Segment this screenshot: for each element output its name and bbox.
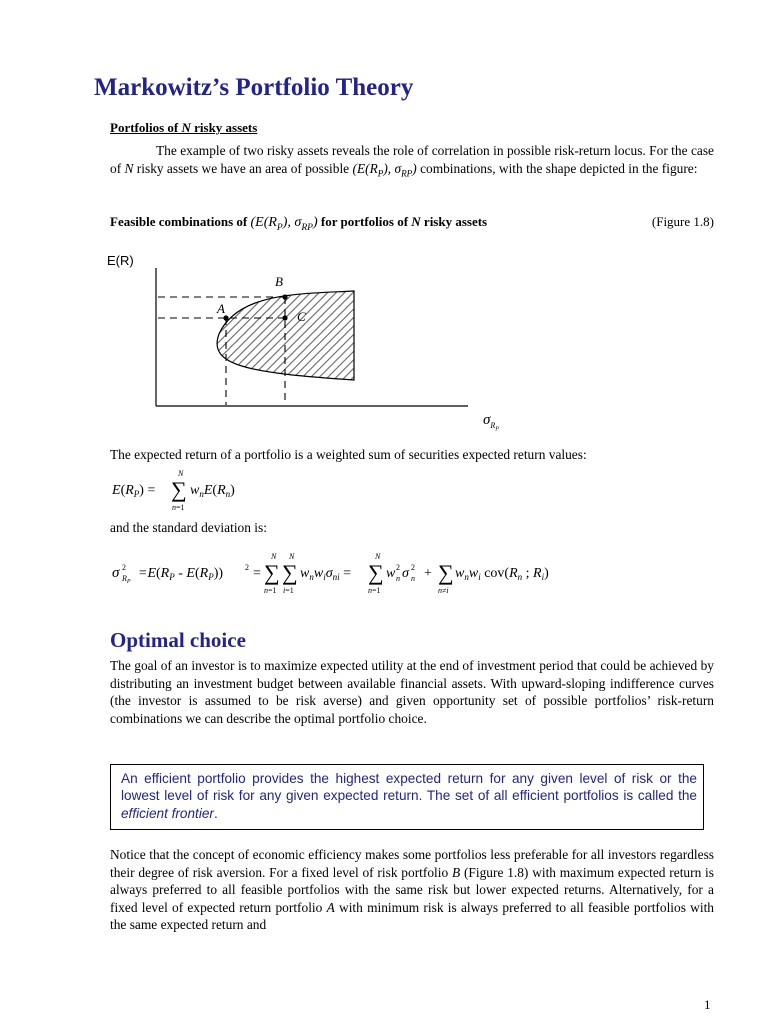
intro-text-b: risky assets we have an area of possible xyxy=(133,160,353,176)
variance-formula xyxy=(112,550,572,598)
expected-return-formula xyxy=(112,470,272,518)
expected-return-equation xyxy=(112,470,272,523)
heading-variable: N xyxy=(181,120,191,135)
svg-text:=E(RP - E(RP)): $=E(R_P - E(R_P))$ xyxy=(138,566,224,582)
caption-end: risky assets xyxy=(420,214,488,229)
svg-text:n=1: n=1 xyxy=(368,586,381,595)
optimal-choice-paragraph: The goal of an investor is to maximize expected utility at the end of investment period that could be achieved by distributing an investment budget between available financial assets. With upward-sloping indifference curves (the investor is assumed to be risk averse) and given opportunity set of possible portfolios’ risk-return combinations we can describe the optimal portfolio choice. xyxy=(110,658,714,726)
efficient-frontier-term: efficient frontier xyxy=(121,805,214,821)
intro-variable: N xyxy=(124,160,134,176)
caption-prefix: Feasible combinations of xyxy=(110,214,251,229)
svg-text:+: + xyxy=(424,566,432,581)
svg-text:∑: ∑ xyxy=(368,560,384,585)
point-c-label: C xyxy=(297,309,306,324)
x-axis-label: $\sigma_{R_P}$ xyxy=(483,412,499,433)
y-axis-label: E(R) xyxy=(107,253,134,268)
intro-text-a: The example of two risky assets reveals the role of correlation in possible risk-return locus. For the case of xyxy=(110,143,714,176)
variance-equation xyxy=(112,550,572,603)
point-b-label: B xyxy=(275,274,283,289)
caption-formula: ($E(R_P)$, $\sigma_{RP}$) xyxy=(250,215,318,233)
svg-text:2: 2 xyxy=(245,563,249,572)
svg-text:w: w xyxy=(386,566,396,581)
svg-text:wnwiσni =: $w_nw_i\sigma_{ni}$ = xyxy=(300,566,352,582)
svg-text:n=1: n=1 xyxy=(172,503,185,512)
point-a-label: A xyxy=(217,301,225,316)
svg-text:2: 2 xyxy=(411,563,415,572)
section-heading-optimal-choice: Optimal choice xyxy=(110,628,246,652)
svg-text:∑: ∑ xyxy=(438,560,454,585)
svg-text:2: 2 xyxy=(396,563,400,572)
portfolio-b-ref: B xyxy=(451,864,461,880)
svg-text:N: N xyxy=(289,552,295,561)
intro-formula: ($E(R_P)$, $\sigma_{RP}$) xyxy=(352,160,421,179)
point-c-marker xyxy=(282,315,287,320)
svg-text:∑: ∑ xyxy=(171,477,187,502)
svg-text:N: N xyxy=(271,552,277,561)
caption-variable: N xyxy=(411,214,421,229)
feasible-set-diagram xyxy=(0,0,768,440)
std-dev-text: and the standard deviation is: xyxy=(110,520,267,535)
svg-text:2: 2 xyxy=(122,563,126,572)
svg-text:n=1: n=1 xyxy=(264,586,277,595)
svg-text:wnE(Rn): $w_nE(R_n)$ xyxy=(190,483,235,499)
svg-text:∑: ∑ xyxy=(282,560,298,585)
portfolio-a-ref: A xyxy=(326,899,335,915)
svg-text:i=1: i=1 xyxy=(283,586,294,595)
expected-return-text: The expected return of a portfolio is a weighted sum of securities expected return values: xyxy=(110,447,587,462)
heading-suffix: risky assets xyxy=(190,120,258,135)
intro-text-c: combinations, with the shape depicted in the figure: xyxy=(420,160,698,176)
svg-text:n≠i: n≠i xyxy=(438,586,449,595)
svg-text:E(RP) =: $E(R_P)$ = xyxy=(112,483,156,499)
page-number: 1 xyxy=(704,997,711,1012)
svg-text:N: N xyxy=(178,470,184,478)
svg-text:n: n xyxy=(396,574,400,583)
definition-text: An efficient portfolio provides the highest expected return for any given level of risk or the lowest level of risk for any given expected return. The set of all efficient portfolios is called the efficient frontier. xyxy=(121,771,697,821)
svg-text:=: = xyxy=(253,566,261,581)
page-title: Markowitz’s Portfolio Theory xyxy=(94,74,414,101)
svg-text:N: N xyxy=(375,552,381,561)
svg-text:wnwi cov(Rn ; Ri): $w_nw_i$ $cov(R_n$ ; $R_i$) xyxy=(455,566,549,582)
svg-text:σ: σ xyxy=(112,565,120,581)
svg-text:∑: ∑ xyxy=(264,560,280,585)
point-b-marker xyxy=(282,294,287,299)
heading-prefix: Portfolios of xyxy=(110,120,182,135)
efficient-portfolio-definition-box xyxy=(110,764,704,830)
efficiency-paragraph: Notice that the concept of economic efficiency makes some portfolios less preferable for all investors regardless their degree of risk aversion. For a fixed level of risk portfolio B (Figure 1.8) with maximum expected return is always preferred to all feasible portfolios with the same risk but lower expected returns. Alternatively, for a fixed level of expected return portfolio A with minimum risk is always preferred to all feasible portfolios with the same expected return and xyxy=(110,847,714,933)
caption-suffix: for portfolios of xyxy=(317,214,412,229)
svg-text:RP: $R_P$ xyxy=(122,574,131,585)
svg-text:σ: σ xyxy=(402,566,409,581)
svg-text:n: n xyxy=(411,574,415,583)
figure-label: (Figure 1.8) xyxy=(651,214,714,229)
